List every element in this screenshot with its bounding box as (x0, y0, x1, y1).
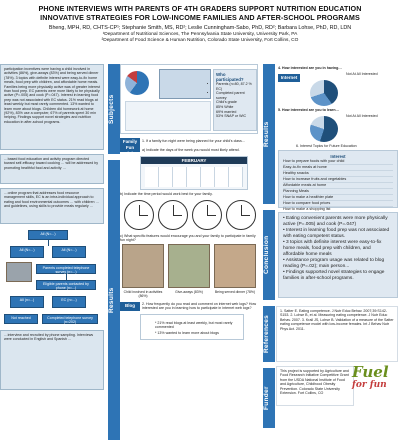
topic-item: How to make a healthier plate (283, 195, 393, 201)
topic-item: Easy-to-fix meals at home (283, 165, 393, 171)
calendar-grid (145, 167, 243, 187)
clock-icon (158, 200, 188, 230)
caption-give-aways: Give-aways (83%) (175, 290, 203, 294)
logo-line-2: for fun (352, 380, 387, 390)
background-text: …based food education and activity program directed toward self-efficacy toward cooking … will be addressed by promoting healthful food and activity … (4, 157, 99, 170)
topics-header: Interest (330, 154, 346, 159)
affiliation-2: ²Department of Food Science & Human Nutrition, Colorado State University, Fort Collins, CO (101, 38, 299, 43)
who-list-item: • Completed parent survey (216, 91, 254, 100)
family-fun-night-tag: Family Fun Night (120, 138, 140, 152)
internet-tag: Internet (278, 74, 300, 82)
learn-pie (310, 116, 338, 142)
who-list (216, 82, 254, 119)
calendar-panel (140, 156, 248, 190)
background-block (0, 154, 104, 184)
question-1b: b) Indicate the time period would work best for your family. (120, 192, 213, 196)
subjects-panel (120, 64, 258, 134)
funder-label: Funder (263, 368, 275, 428)
references-label: References (263, 306, 275, 362)
flow-box-left-text: All (N=...) (19, 248, 35, 252)
flow-box-contacted-text: Eligible parents contacted by phone (n=...) (43, 282, 89, 291)
label-strip-right (262, 64, 276, 441)
flow-box-contacted (36, 280, 96, 290)
demographics-table (125, 101, 211, 131)
flow-box-ec-text: EC (n=...) (61, 298, 77, 302)
internet-pie (310, 80, 338, 106)
question-6: 6. Interest Topics for Future Education (296, 144, 357, 148)
us-map (159, 69, 211, 99)
flow-box-survey (36, 264, 96, 274)
question-5: 5. How interested are you to learn… (278, 108, 340, 112)
abstract-block (0, 64, 104, 150)
topic-item: Planning Meals (283, 189, 393, 195)
who-list-item: • 69% married (216, 110, 254, 115)
photo-give-aways (168, 244, 210, 288)
question-2: 2. How frequently do you read and comment on internet web logs? How interested are you in learning how to participate in internet web logs? (142, 302, 257, 311)
topic-item: Healthy snacks (283, 171, 393, 177)
question-1a: a) Indicate the days of the week you would most likely attend. (142, 148, 240, 152)
conclusion-item: • 3 topics with definite interest were easy-to-fix home meals, food prep with children, and affordable home meals (283, 240, 382, 257)
flow-box-completed (42, 314, 98, 324)
conclusion-list (283, 216, 393, 282)
flow-box-ec (52, 296, 86, 308)
topic-item: How to increase fruits and vegetables (283, 177, 393, 183)
topics-list (283, 159, 393, 213)
blog-note-2: * 13% wanted to learn more about blogs (155, 331, 219, 335)
objective-text: …online program that addresses food resource management skills, EC is an intra-individual approach to eating and food environmental outcomes … with children … and guidelines, using skills to provide meals regularly … (4, 191, 100, 209)
title-line-2: INNOVATIVE STRATEGIES FOR LOW-INCOME FAMILIES AND AFTER-SCHOOL PROGRAMS (40, 13, 360, 22)
flow-box-survey-text: Parents completed telephone survey (n=...) (42, 266, 90, 275)
objective-block (0, 188, 104, 224)
topic-item: How to prepare foods with your child (283, 159, 393, 165)
question-1c: c) What specific features would encourage you and your family to participate in family fun night? (120, 234, 256, 243)
who-box (213, 69, 257, 131)
flow-box-all-n (10, 296, 44, 308)
methods-block (0, 330, 104, 390)
title-line-1: PHONE INTERVIEWS WITH PARENTS OF 4TH GRADERS SUPPORT NUTRITION EDUCATION (38, 4, 362, 13)
topic-item: How to compare food prices (283, 201, 393, 207)
conclusion-item: • Findings supported novel strategies to engage families in after-school programs. (283, 270, 385, 281)
flow-box-right-text: All (N=...) (61, 248, 77, 252)
conclusion-label: Conclusion (263, 210, 275, 300)
left-column (0, 64, 104, 441)
flow-arrow (48, 240, 49, 246)
photo-children-activities (122, 244, 164, 288)
photo-dinner (214, 244, 256, 288)
flow-box-left (10, 246, 44, 258)
flow-box-completed-text: Completed telephone survey (n=202) (47, 316, 93, 325)
blog-chart-area (140, 314, 244, 340)
conclusion-item: • Assistance program usage was related to blog reading (P=.02); main person... (283, 258, 385, 269)
blog-tag: Blog (120, 302, 140, 311)
flow-box-all-text: All (N=...) (40, 232, 56, 236)
center-column (120, 64, 258, 441)
who-list-item: • Child's grade (216, 100, 254, 105)
references-block (276, 306, 398, 362)
question-1: 1. If a family fun night were being planned for your child's class… (142, 139, 246, 143)
references-text: 1. Satter E. Eating competence. J Nutr Educ Behav. 2007;39:S142-S153. 2. Lohse B, et al. Measuring eating competence. J Nutr Educ Behav. 2007. 3. Krall JS, Lohse B. Validation of a measure of the Satter eating competence model with low-income females. Int J Behav Nutr Phys Act. 2011. (280, 309, 394, 331)
not-at-all-interested-label: Not At All Interested (346, 72, 378, 76)
logo-line-1: Fuel (352, 363, 389, 381)
conclusion-box (278, 212, 398, 298)
pie-chart (125, 71, 149, 95)
interest-topics-table (278, 150, 398, 211)
caption-activities: Child involved in activities (86%) (123, 290, 163, 298)
flow-box-all (28, 230, 68, 240)
flow-box-all-n-text: All (n=...) (19, 298, 35, 302)
clock-icon (226, 200, 256, 230)
blog-note-1: * 21% read blogs at least weekly, but most rarely commented (155, 321, 233, 330)
methods-text: …interview and recruited by phone sampling. Interviews were conducted in English and Spanish … (4, 333, 94, 342)
topic-item: Affordable meals at home (283, 183, 393, 189)
funder-text: This project is supported by Agriculture and Food Research Initiative Competitive Grant from the USDA National Institute of Food and Agriculture, Childhood Obesity Prevention. Colorado State University Extension. Fort Collins, CO (280, 369, 349, 396)
label-strip-left (108, 64, 120, 441)
caption-dinner: Being served dinner (78%) (214, 290, 256, 294)
poster-title (0, 0, 400, 22)
clock-icon (192, 200, 222, 230)
affiliation-1: ¹Department of Nutritional Sciences, The Pennsylvania State University, University Park, PA (102, 32, 298, 37)
results-label-right: Results (263, 64, 275, 204)
results-label-left: Results (108, 160, 120, 440)
question-4: 4. How interested are you in having… (278, 66, 342, 70)
conclusion-item: • Eating convenient parents were more physically active (P=.005) and cook (P=.047) (283, 216, 388, 227)
abstract-text: participation incentives were having a child involved in activities (86%), give-aways (83%) and being served dinner (78%). 3 topics with definite interest were easy-to-fix home meals, food prep with children, and affordable home meals. Families being more physically active was of greater interest than food prep. EC parents were more likely to be physically active (P=.005) and cook (P=.047). Interest in learning food prep was not associated with EC status. 21% read blogs at least weekly but most rarely commented. 13% wanted to learn more about blogs. Children did homework at home (92%), 83% use a computer, 67% of parents spent 30 min helping. Findings support novel strategies and nutrition education in after-school programs. (4, 67, 100, 124)
clock-icon (124, 200, 154, 230)
topic-item: How to make a shopping list (283, 207, 393, 213)
who-list-item: • Parents (n=80, 87.2 % EC) (216, 82, 254, 91)
flow-box-not-reached-text: Not reached (11, 316, 31, 320)
authors: Bheng, MPH, RD, CHTS-CP¹; Stephanie Smith, MS, RD²; Leslie Cunningham-Sabo, PhD, RD²; Barbara Lohse, PhD, RD, LDN (48, 25, 352, 31)
not-at-all-interested-label-2: Not At All Interested (346, 114, 378, 118)
who-title: Who participated? (216, 72, 244, 82)
who-list-item: • 53% SNAP or WIC (216, 114, 254, 119)
flow-box-right (52, 246, 86, 258)
conclusion-item: • Interest in learning food prep was not associated with eating competent status. (283, 228, 390, 239)
subjects-label: Subjects (108, 64, 120, 154)
calendar-month: FEBRUARY (141, 157, 247, 164)
flow-box-not-reached (4, 314, 38, 324)
fuel-for-fun-logo (352, 364, 394, 406)
poster-header (0, 0, 400, 62)
funder-block (276, 366, 354, 406)
right-column (276, 64, 400, 441)
phone-photo (6, 262, 32, 282)
who-list-item: • 85% White (216, 105, 254, 110)
